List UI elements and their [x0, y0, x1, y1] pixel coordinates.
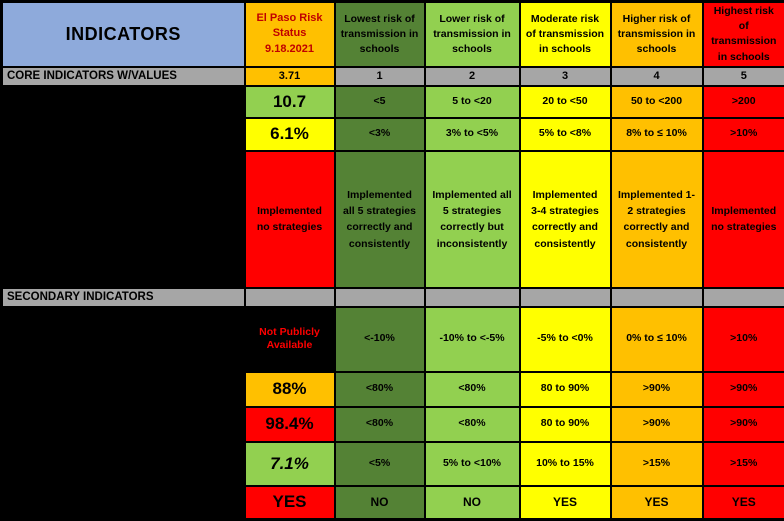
redacted-indicator-label: [2, 486, 245, 520]
indicator-row: [2, 407, 784, 442]
risk-level-header-lowest: Lowest risk of transmission in schools: [335, 2, 425, 67]
threshold-cell: 5 to <20: [425, 86, 520, 118]
status-value: YES: [245, 486, 335, 520]
empty-section-cell: [425, 288, 520, 307]
threshold-cell: -5% to <0%: [520, 307, 611, 372]
indicator-row: [2, 118, 784, 151]
threshold-cell: 80 to 90%: [520, 372, 611, 407]
status-column-header: El Paso Risk Status 9.18.2021: [245, 2, 335, 67]
indicator-row: [2, 486, 784, 520]
threshold-cell: 5% to <10%: [425, 442, 520, 486]
status-value: 10.7: [245, 86, 335, 118]
redacted-indicator-label: [2, 407, 245, 442]
status-value: 98.4%: [245, 407, 335, 442]
threshold-cell: NO: [335, 486, 425, 520]
threshold-cell: <80%: [425, 407, 520, 442]
core-section-label: CORE INDICATORS W/VALUES: [2, 67, 245, 86]
header-row: [2, 2, 784, 67]
threshold-cell: YES: [520, 486, 611, 520]
level-number-5: 5: [703, 67, 784, 86]
redacted-indicator-label: [2, 372, 245, 407]
threshold-cell: 5% to <8%: [520, 118, 611, 151]
secondary-section-row: [2, 288, 784, 307]
redacted-indicator-label: [2, 307, 245, 372]
empty-section-cell: [520, 288, 611, 307]
threshold-cell: Implemented no strategies: [703, 151, 784, 288]
redacted-indicator-label: [2, 442, 245, 486]
redacted-indicator-label: [2, 118, 245, 151]
threshold-cell: >10%: [703, 118, 784, 151]
core-section-row: [2, 67, 784, 86]
threshold-cell: 50 to <200: [611, 86, 703, 118]
status-value: 6.1%: [245, 118, 335, 151]
threshold-cell: 20 to <50: [520, 86, 611, 118]
threshold-cell: -10% to <-5%: [425, 307, 520, 372]
level-number-4: 4: [611, 67, 703, 86]
core-status-value: 3.71: [245, 67, 335, 86]
threshold-cell: 8% to ≤ 10%: [611, 118, 703, 151]
risk-level-header-higher: Higher risk of transmission in schools: [611, 2, 703, 67]
status-value: Implemented no strategies: [245, 151, 335, 288]
threshold-cell: <-10%: [335, 307, 425, 372]
threshold-cell: 3% to <5%: [425, 118, 520, 151]
risk-level-header-lower: Lower risk of transmission in schools: [425, 2, 520, 67]
threshold-cell: 10% to 15%: [520, 442, 611, 486]
indicator-row: [2, 442, 784, 486]
level-number-1: 1: [335, 67, 425, 86]
threshold-cell: >90%: [703, 407, 784, 442]
threshold-cell: <80%: [335, 372, 425, 407]
indicator-row: [2, 151, 784, 288]
secondary-section-label: SECONDARY INDICATORS: [2, 288, 245, 307]
threshold-cell: >15%: [703, 442, 784, 486]
risk-level-header-highest: Highest risk of transmission in schools: [703, 2, 784, 67]
threshold-cell: >200: [703, 86, 784, 118]
threshold-cell: 0% to ≤ 10%: [611, 307, 703, 372]
threshold-cell: >15%: [611, 442, 703, 486]
threshold-cell: YES: [611, 486, 703, 520]
threshold-cell: <80%: [425, 372, 520, 407]
risk-level-header-moderate: Moderate risk of transmission in schools: [520, 2, 611, 67]
table-title: INDICATORS: [2, 2, 245, 67]
threshold-cell: >10%: [703, 307, 784, 372]
threshold-cell: Implemented all 5 strategies correctly but inconsistently: [425, 151, 520, 288]
threshold-cell: >90%: [611, 372, 703, 407]
empty-section-cell: [245, 288, 335, 307]
empty-section-cell: [335, 288, 425, 307]
status-value: Not Publicly Available: [245, 307, 335, 372]
threshold-cell: NO: [425, 486, 520, 520]
threshold-cell: Implemented 1-2 strategies correctly and consistently: [611, 151, 703, 288]
threshold-cell: <5%: [335, 442, 425, 486]
indicator-row: [2, 86, 784, 118]
redacted-indicator-label: [2, 151, 245, 288]
threshold-cell: <3%: [335, 118, 425, 151]
threshold-cell: <5: [335, 86, 425, 118]
status-value: 88%: [245, 372, 335, 407]
level-number-2: 2: [425, 67, 520, 86]
threshold-cell: <80%: [335, 407, 425, 442]
threshold-cell: >90%: [611, 407, 703, 442]
redacted-indicator-label: [2, 86, 245, 118]
indicator-row: [2, 307, 784, 372]
empty-section-cell: [703, 288, 784, 307]
threshold-cell: Implemented 3-4 strategies correctly and consistently: [520, 151, 611, 288]
threshold-cell: Implemented all 5 strategies correctly and consistently: [335, 151, 425, 288]
threshold-cell: >90%: [703, 372, 784, 407]
threshold-cell: 80 to 90%: [520, 407, 611, 442]
level-number-3: 3: [520, 67, 611, 86]
status-value: 7.1%: [245, 442, 335, 486]
indicator-row: [2, 372, 784, 407]
threshold-cell: YES: [703, 486, 784, 520]
empty-section-cell: [611, 288, 703, 307]
